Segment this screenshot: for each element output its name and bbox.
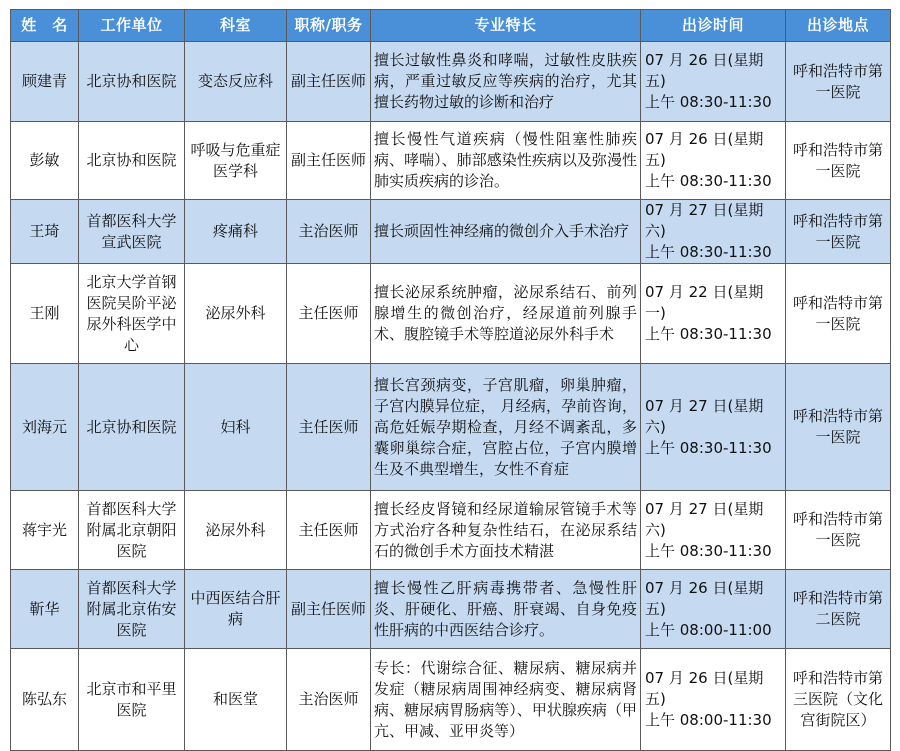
department: 泌尿外科	[185, 264, 287, 364]
header-dept: 科室	[185, 10, 287, 42]
specialty: 专长：代谢综合征、糖尿病、糖尿病并发症（糖尿病周围神经病变、糖尿病肾病、糖尿病胃肠病等）、甲状腺疾病（甲亢、甲减、亚甲炎等）	[371, 649, 641, 751]
clinic-hours: 上午 08:30-11:30	[645, 541, 772, 560]
work-unit: 首都医科大学宣武医院	[79, 200, 185, 264]
table-row	[11, 42, 891, 122]
table-row	[11, 649, 891, 751]
clinic-location: 呼和浩特市第一医院	[786, 491, 891, 570]
clinic-date: 07 月 26 日(星期五)	[645, 51, 764, 90]
clinic-location: 呼和浩特市第一医院	[786, 200, 891, 264]
work-unit: 首都医科大学附属北京佑安医院	[79, 570, 185, 649]
doctor-name: 蒋宇光	[11, 491, 79, 570]
table-row	[11, 122, 891, 200]
specialty: 擅长慢性气道疾病（慢性阻塞性肺疾病、哮喘）、肺部感染性疾病以及弥漫性肺实质疾病的诊治。	[371, 122, 641, 200]
clinic-location: 呼和浩特市第一医院	[786, 122, 891, 200]
clinic-time	[641, 364, 786, 491]
job-title: 主任医师	[287, 491, 371, 570]
clinic-location: 呼和浩特市第一医院	[786, 42, 891, 122]
job-title: 副主任医师	[287, 122, 371, 200]
work-unit: 北京大学首钢医院吴阶平泌尿外科医学中心	[79, 264, 185, 364]
clinic-location: 呼和浩特市第一医院	[786, 264, 891, 364]
job-title: 副主任医师	[287, 42, 371, 122]
clinic-hours: 上午 08:30-11:30	[645, 172, 772, 190]
clinic-date: 07 月 27 日(星期六)	[645, 499, 764, 539]
table-row	[11, 364, 891, 491]
doctor-name: 王刚	[11, 264, 79, 364]
department: 妇科	[185, 364, 287, 491]
table-row	[11, 570, 891, 649]
work-unit: 北京协和医院	[79, 42, 185, 122]
clinic-hours: 上午 08:30-11:30	[645, 93, 772, 111]
header-specialty: 专业特长	[371, 10, 641, 42]
department: 和医堂	[185, 649, 287, 751]
clinic-hours: 上午 08:30-11:30	[645, 325, 772, 343]
clinic-time	[641, 200, 786, 264]
table-row	[11, 264, 891, 364]
clinic-date: 07 月 27 日(星期六)	[645, 396, 764, 436]
work-unit: 北京协和医院	[79, 122, 185, 200]
job-title: 主任医师	[287, 264, 371, 364]
job-title: 副主任医师	[287, 570, 371, 649]
clinic-date: 07 月 22 日(星期一)	[645, 283, 764, 322]
clinic-date: 07 月 26 日(星期五)	[645, 669, 764, 708]
header-time: 出诊时间	[641, 10, 786, 42]
clinic-location: 呼和浩特市第一医院	[786, 364, 891, 491]
department: 中西医结合肝病	[185, 570, 287, 649]
job-title: 主治医师	[287, 200, 371, 264]
clinic-hours: 上午 08:00-11:00	[645, 620, 772, 639]
clinic-time	[641, 42, 786, 122]
specialty: 擅长慢性乙肝病毒携带者、急慢性肝炎、肝硬化、肝癌、肝衰竭、自身免疫性肝病的中西医结合诊疗。	[371, 570, 641, 649]
job-title: 主任医师	[287, 364, 371, 491]
clinic-hours: 上午 08:30-11:30	[645, 243, 772, 261]
doctor-name: 顾建青	[11, 42, 79, 122]
specialty: 擅长过敏性鼻炎和哮喘，过敏性皮肤疾病，严重过敏反应等疾病的治疗，尤其擅长药物过敏的诊断和治疗	[371, 42, 641, 122]
clinic-time	[641, 491, 786, 570]
clinic-time	[641, 264, 786, 364]
department: 泌尿外科	[185, 491, 287, 570]
doctor-name: 彭敏	[11, 122, 79, 200]
doctor-name: 陈弘东	[11, 649, 79, 751]
header-title: 职称/职务	[287, 10, 371, 42]
work-unit: 北京协和医院	[79, 364, 185, 491]
header-name: 姓 名	[11, 10, 79, 42]
specialty: 擅长经皮肾镜和经尿道输尿管镜手术等方式治疗各种复杂性结石，在泌尿系结石的微创手术方面技术精湛	[371, 491, 641, 570]
clinic-time	[641, 570, 786, 649]
clinic-location: 呼和浩特市第二医院	[786, 570, 891, 649]
clinic-hours: 上午 08:30-11:30	[645, 438, 772, 457]
work-unit: 首都医科大学附属北京朝阳医院	[79, 491, 185, 570]
doctor-name: 刘海元	[11, 364, 79, 491]
clinic-schedule-table	[10, 9, 891, 751]
specialty: 擅长泌尿系统肿瘤，泌尿系结石、前列腺增生的微创治疗，经尿道前列腺手术、腹腔镜手术等腔道泌尿外科手术	[371, 264, 641, 364]
clinic-date: 07 月 27 日(星期六)	[645, 201, 764, 240]
job-title: 主治医师	[287, 649, 371, 751]
clinic-location: 呼和浩特市第三医院（文化宫街院区）	[786, 649, 891, 751]
clinic-time	[641, 649, 786, 751]
clinic-time	[641, 122, 786, 200]
header-unit: 工作单位	[79, 10, 185, 42]
clinic-date: 07 月 26 日(星期五)	[645, 578, 764, 618]
table-row	[11, 200, 891, 264]
doctor-name: 靳华	[11, 570, 79, 649]
table-row	[11, 491, 891, 570]
header-row	[11, 10, 891, 42]
clinic-date: 07 月 26 日(星期五)	[645, 130, 764, 169]
specialty: 擅长宫颈病变，子宫肌瘤，卵巢肿瘤，子宫内膜异位症， 月经病，孕前咨询，高危妊娠孕期检查，月经不调紊乱，多囊卵巢综合症，宫腔占位，子宫内膜增生及不典型增生，女性不育症	[371, 364, 641, 491]
work-unit: 北京市和平里医院	[79, 649, 185, 751]
doctor-name: 王琦	[11, 200, 79, 264]
department: 变态反应科	[185, 42, 287, 122]
department: 疼痛科	[185, 200, 287, 264]
specialty: 擅长顽固性神经痛的微创介入手术治疗	[371, 200, 641, 264]
department: 呼吸与危重症医学科	[185, 122, 287, 200]
clinic-hours: 上午 08:00-11:30	[645, 711, 772, 729]
header-location: 出诊地点	[786, 10, 891, 42]
